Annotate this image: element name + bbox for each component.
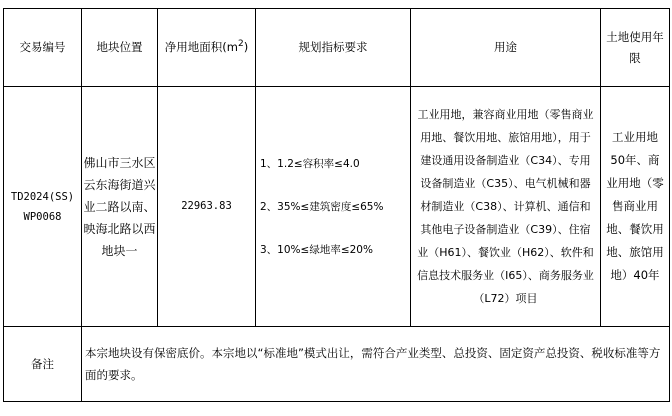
term-cell: 工业用地50年、商业用地（零售商业用地、餐饮用地、旅馆用地）40年 <box>601 87 670 327</box>
note-row <box>4 327 670 402</box>
location-cell: 佛山市三水区云东海街道兴业二路以南、映海北路以西地块一 <box>82 87 158 327</box>
requirement-density: 2、35%≤建筑密度≤65% <box>260 200 384 213</box>
requirement-far: 1、1.2≤容积率≤4.0 <box>260 157 360 170</box>
header-row <box>4 9 670 87</box>
requirements-cell <box>256 87 411 327</box>
note-text: 本宗地块设有保密底价。本宗地以“标准地”模式出让，需符合产业类型、总投资、固定资产总投资、税收标准等方面的要求。 <box>82 327 670 402</box>
requirement-green: 3、10%≤绿地率≤20% <box>260 243 373 256</box>
header-trade-no: 交易编号 <box>4 9 82 87</box>
usage-cell: 工业用地，兼容商业用地（零售商业用地、餐饮用地、旅馆用地），用于建设通用设备制造业（C34）、专用设备制造业（C35）、电气机械和器材制造业（C38）、计算机、通信和其他电子设备制造业（C39）、住宿业（H61）、餐饮业（H62）、软件和信息技术服务业（I65）、商务服务业（L72）项目 <box>411 87 601 327</box>
trade-no-line-1: TD2024(SS) <box>10 190 75 203</box>
header-location: 地块位置 <box>82 9 158 87</box>
header-usage: 用途 <box>411 9 601 87</box>
header-term: 土地使用年限 <box>601 9 670 87</box>
area-cell: 22963.83 <box>158 87 256 327</box>
trade-no-line-2: WP0068 <box>23 210 62 223</box>
note-label: 备注 <box>4 327 82 402</box>
land-transaction-table <box>3 8 670 402</box>
header-requirements: 规划指标要求 <box>256 9 411 87</box>
trade-no-cell <box>4 87 82 327</box>
table-row <box>4 87 670 327</box>
header-area: 净用地面积$(m^2)$ <box>158 9 256 87</box>
